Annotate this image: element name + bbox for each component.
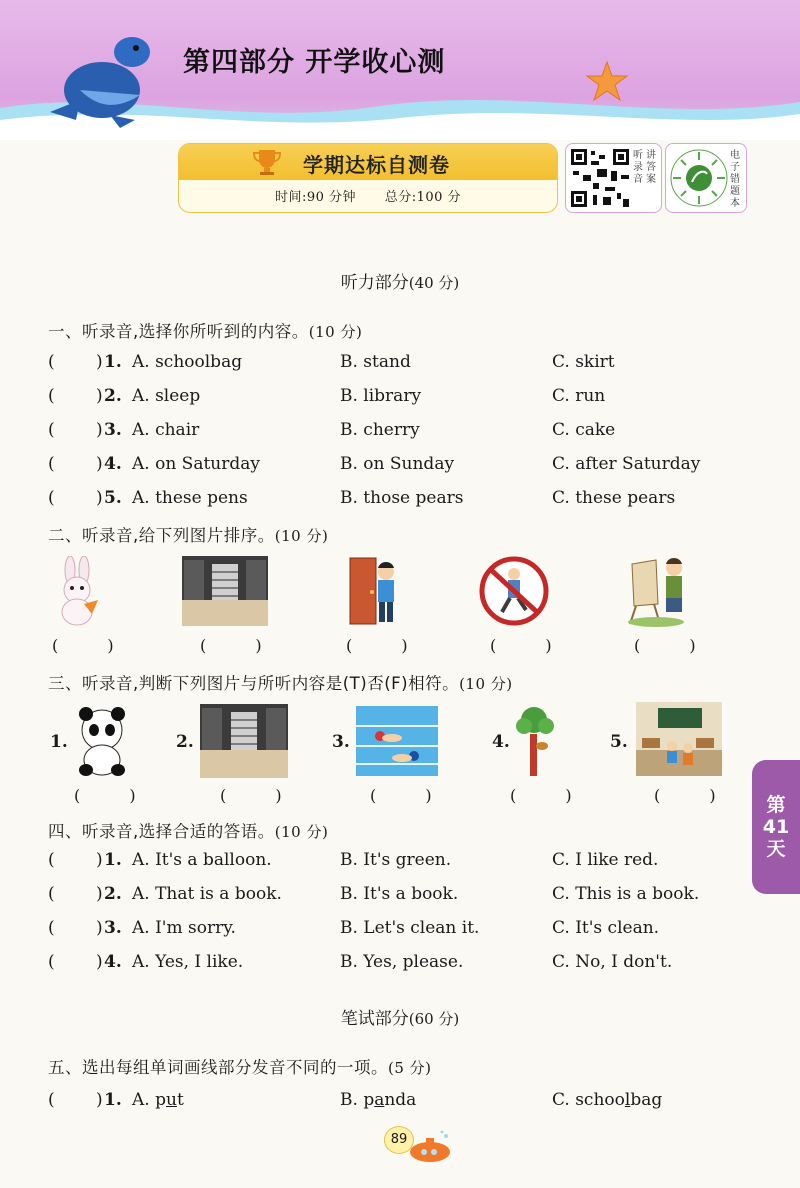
answer-paren-open[interactable]: (	[48, 386, 55, 406]
section-5-text: 五、选出每组单词画线部分发音不同的一项。	[48, 1058, 388, 1077]
option-c: C. I like red.	[552, 850, 659, 870]
question-number: 3.	[104, 420, 122, 440]
answer-paren-open[interactable]: (	[48, 352, 55, 372]
q3-number-4: 4.	[492, 732, 510, 752]
option-c: C. It's clean.	[552, 918, 660, 938]
qr-label-col1: 听 录 音	[633, 150, 643, 185]
answer-paren-close: )	[96, 1090, 103, 1110]
option-c: C. This is a book.	[552, 884, 700, 904]
answer-paren-close: )	[96, 884, 103, 904]
qr-errorbook-box[interactable]	[665, 143, 747, 213]
question-number: 2.	[104, 884, 122, 904]
answer-paren-open[interactable]: (	[48, 454, 55, 474]
option-b: B. those pears	[340, 488, 464, 508]
q4-row-3	[48, 918, 748, 942]
answer-paren-close: )	[96, 454, 103, 474]
option-c: C. run	[552, 386, 606, 406]
section-3-text: 三、听录音,判断下列图片与所听内容是(T)否(F)相符。	[48, 674, 460, 693]
section-4-title	[48, 818, 328, 842]
option-a: A. these pens	[132, 488, 248, 508]
q4-row-4	[48, 952, 748, 976]
section-1-title	[48, 318, 362, 342]
answer-paren-close: )	[96, 488, 103, 508]
option-a-start: p	[155, 1090, 166, 1110]
section-2-text: 二、听录音,给下列图片排序。	[48, 526, 275, 545]
qr-label-errorbook: 电 子 错 题 本	[730, 150, 740, 209]
option-b: B. library	[340, 386, 422, 406]
option-c-end: bag	[630, 1090, 663, 1110]
trophy-icon	[251, 147, 283, 177]
answer-paren-close: )	[96, 386, 103, 406]
option-c	[552, 1090, 662, 1110]
page-number: 89	[384, 1126, 414, 1154]
question-number: 4.	[104, 454, 122, 474]
question-number: 3.	[104, 918, 122, 938]
day-tab-line2: 41	[762, 816, 790, 838]
section-5-score: (5 分)	[388, 1059, 432, 1077]
section-3-title	[48, 670, 513, 694]
option-b: B. Let's clean it.	[340, 918, 480, 938]
section-1-text: 一、听录音,选择你所听到的内容。	[48, 322, 309, 341]
tree-picture	[512, 704, 558, 778]
option-a-prefix: A.	[132, 1090, 156, 1110]
writing-title: 笔试部分	[340, 1009, 409, 1029]
q1-row-4	[48, 454, 748, 478]
option-b: B. stand	[340, 352, 411, 372]
option-b-prefix: B.	[340, 1090, 364, 1110]
banner-top	[179, 144, 557, 180]
library-picture	[182, 556, 268, 626]
option-c: C. after Saturday	[552, 454, 701, 474]
q3-number-3: 3.	[332, 732, 350, 752]
option-a: A. It's a balloon.	[132, 850, 272, 870]
option-b: B. on Sunday	[340, 454, 455, 474]
q3-blank-4[interactable]: ( )	[510, 786, 594, 805]
q2-blank-3[interactable]: ( )	[346, 636, 430, 655]
answer-paren-close: )	[96, 420, 103, 440]
question-number: 2.	[104, 386, 122, 406]
option-b-start: p	[363, 1090, 375, 1110]
banner-subtitle	[179, 186, 557, 205]
qr-audio-box[interactable]	[565, 143, 662, 213]
writing-heading	[0, 1004, 800, 1029]
answer-paren-close: )	[96, 352, 103, 372]
starfish-icon	[585, 60, 629, 104]
mini-program-code-icon	[669, 148, 729, 208]
section-3-score: (10 分)	[459, 675, 513, 693]
option-c: C. No, I don't.	[552, 952, 673, 972]
answer-paren-close: )	[96, 918, 103, 938]
question-number: 1.	[104, 1090, 122, 1110]
q5-row-1	[48, 1090, 748, 1114]
qr-label-col2: 讲 答 案	[646, 150, 656, 185]
q1-row-1	[48, 352, 748, 376]
q1-row-3	[48, 420, 748, 444]
q4-row-2	[48, 884, 748, 908]
swimming-picture	[356, 706, 438, 776]
section-1-score: (10 分)	[308, 323, 363, 341]
seal-icon	[40, 20, 160, 130]
option-b: B. cherry	[340, 420, 420, 440]
option-a: A. Yes, I like.	[132, 952, 244, 972]
option-a-end: t	[176, 1090, 184, 1110]
section-4-score: (10 分)	[274, 823, 329, 841]
header-band	[0, 0, 800, 140]
option-a: A. I'm sorry.	[132, 918, 236, 938]
library-picture-2	[200, 704, 288, 778]
listening-title: 听力部分	[340, 273, 409, 293]
banner-title: 学期达标自测卷	[303, 153, 450, 177]
q3-number-2: 2.	[176, 732, 194, 752]
option-b: B. Yes, please.	[340, 952, 464, 972]
qr-code-icon	[569, 147, 631, 209]
question-number: 5.	[104, 488, 122, 508]
section-5-title	[48, 1054, 432, 1078]
option-b-underlined: a	[374, 1090, 385, 1110]
option-c: C. cake	[552, 420, 616, 440]
classroom-picture	[636, 702, 722, 776]
q1-row-5	[48, 488, 748, 512]
option-a: A. sleep	[132, 386, 201, 406]
question-number: 1.	[104, 352, 122, 372]
submarine-icon	[400, 1130, 452, 1166]
q3-blank-1[interactable]: ( )	[74, 786, 158, 805]
no-running-picture	[478, 556, 550, 626]
answer-paren-open[interactable]: (	[48, 1090, 55, 1110]
q1-row-2	[48, 386, 748, 410]
day-tab-line1: 第	[766, 794, 786, 816]
option-c-prefix: C. schoo	[552, 1090, 625, 1110]
answer-paren-close: )	[96, 850, 103, 870]
option-c: C. these pears	[552, 488, 676, 508]
section-2-title	[48, 522, 328, 546]
q2-blank-4[interactable]: ( )	[490, 636, 574, 655]
question-number: 1.	[104, 850, 122, 870]
option-b: B. It's a book.	[340, 884, 459, 904]
q3-blank-2[interactable]: ( )	[220, 786, 304, 805]
listening-score: (40 分)	[408, 274, 460, 292]
option-b	[340, 1090, 416, 1110]
answer-paren-open[interactable]: (	[48, 420, 55, 440]
q2-blank-5[interactable]: ( )	[634, 636, 718, 655]
option-c-underlined: l	[624, 1090, 631, 1110]
option-a: A. schoolbag	[132, 352, 243, 372]
time-label: 时间:90 分钟	[274, 190, 357, 205]
listening-heading	[0, 268, 800, 293]
option-b-end: nda	[384, 1090, 417, 1110]
day-tab-line3: 天	[766, 838, 786, 860]
q2-blank-2[interactable]: ( )	[200, 636, 284, 655]
option-b: B. It's green.	[340, 850, 452, 870]
writing-score: (60 分)	[408, 1010, 460, 1028]
q3-number-5: 5.	[610, 732, 628, 752]
part-title: 第四部分 开学收心测	[183, 47, 446, 78]
section-4-text: 四、听录音,选择合适的答语。	[48, 822, 275, 841]
option-a	[132, 1090, 184, 1110]
rabbit-picture	[48, 556, 106, 628]
answer-paren-open[interactable]: (	[48, 850, 55, 870]
answer-paren-open[interactable]: (	[48, 952, 55, 972]
option-a: A. chair	[132, 420, 200, 440]
option-a-underlined: u	[165, 1090, 177, 1110]
q3-number-1: 1.	[50, 732, 68, 752]
q3-blank-3[interactable]: ( )	[370, 786, 454, 805]
option-c: C. skirt	[552, 352, 615, 372]
boy-at-door-picture	[346, 554, 402, 628]
q3-blank-5[interactable]: ( )	[654, 786, 738, 805]
section-2-score: (10 分)	[274, 527, 329, 545]
question-number: 4.	[104, 952, 122, 972]
answer-paren-open[interactable]: (	[48, 488, 55, 508]
answer-paren-close: )	[96, 952, 103, 972]
option-a: A. That is a book.	[132, 884, 282, 904]
score-label: 总分:100 分	[384, 190, 462, 205]
q4-row-1	[48, 850, 748, 874]
boy-painting-picture	[626, 554, 692, 628]
q2-blank-1[interactable]: ( )	[52, 636, 136, 655]
option-a: A. on Saturday	[132, 454, 260, 474]
answer-paren-open[interactable]: (	[48, 884, 55, 904]
answer-paren-open[interactable]: (	[48, 918, 55, 938]
test-banner	[178, 143, 558, 213]
panda-picture	[72, 704, 132, 778]
day-tab	[752, 760, 800, 894]
